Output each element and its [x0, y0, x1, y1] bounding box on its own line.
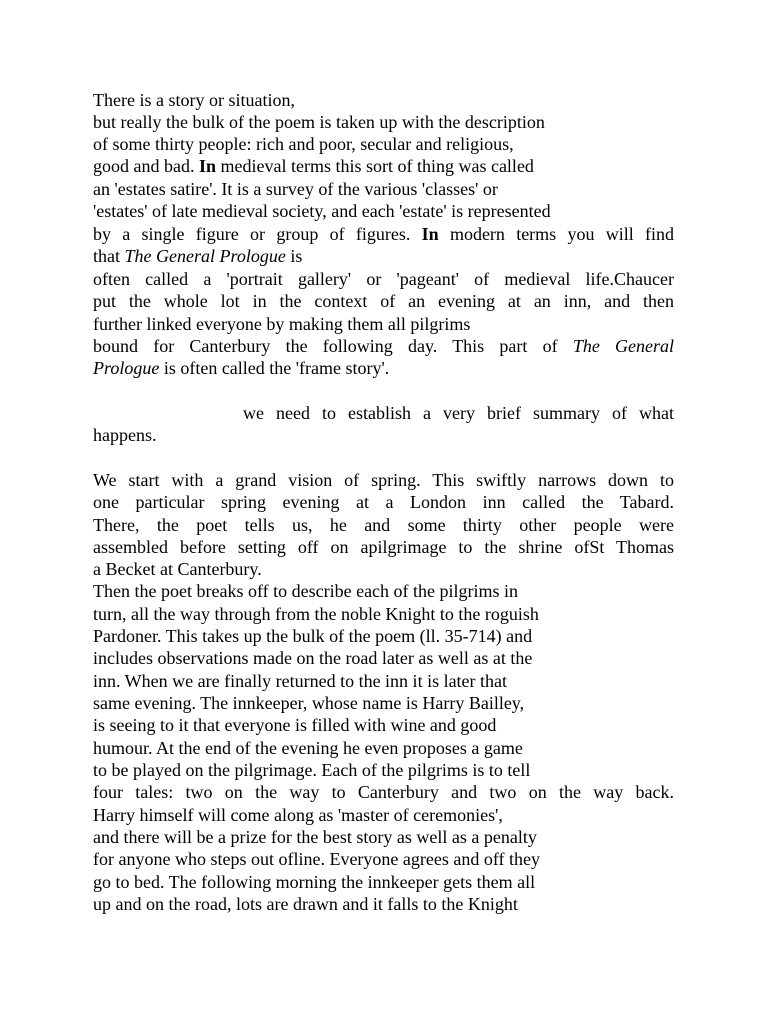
text-line — [93, 290, 674, 312]
text-span: of some thirty people: rich and poor, secular and religious, — [93, 134, 514, 154]
text-line — [93, 670, 507, 692]
text-span: is — [290, 246, 303, 266]
text-span: up and on the road, lots are drawn and it falls to the Knight — [93, 894, 518, 914]
text-line — [93, 871, 535, 893]
text-span: Then the poet breaks off to describe each of the pilgrims in — [93, 581, 519, 601]
text-span: includes observations made on the road later as well as at the — [93, 648, 533, 668]
text-line — [93, 469, 674, 491]
text-line — [93, 89, 295, 111]
text-line — [93, 111, 545, 133]
text-line — [93, 357, 389, 379]
text-span: same evening. The innkeeper, whose name is Harry Bailley, — [93, 693, 525, 713]
text-line — [93, 804, 503, 826]
text-line — [93, 268, 674, 290]
text-span: 'estates' of late medieval society, and each 'estate' is represented — [93, 201, 551, 221]
text-line — [93, 245, 302, 267]
text-span: go to bed. The following morning the innkeeper gets them all — [93, 872, 536, 892]
italic-title: Prologue — [93, 358, 160, 378]
text-span: is seeing to it that everyone is filled with wine and good — [93, 715, 497, 735]
text-line — [93, 714, 496, 736]
text-line — [93, 647, 532, 669]
text-span: turn, all the way through from the noble Knight to the roguish — [93, 604, 539, 624]
text-span: and there will be a prize for the best story as well as a penalty — [93, 827, 537, 847]
text-span: but really the bulk of the poem is taken up with the description — [93, 112, 545, 132]
text-line — [93, 603, 539, 625]
text-span: often called a 'portrait gallery' or 'pageant' of medieval life.Chaucer — [93, 269, 674, 289]
text-line — [93, 692, 524, 714]
text-line — [93, 893, 518, 915]
text-span: inn. When we are finally returned to the inn it is later that — [93, 671, 508, 691]
text-span: modern terms you will find — [449, 224, 675, 244]
text-span: medieval terms this sort of thing was called — [220, 156, 534, 176]
italic-title: The General Prologue — [124, 246, 286, 266]
text-line — [93, 200, 551, 222]
text-span: to be played on the pilgrimage. Each of the pilgrims is to tell — [93, 760, 531, 780]
text-span: one particular spring evening at a London inn called the Tabard. — [93, 492, 674, 512]
text-span: There is a story or situation, — [93, 90, 295, 110]
text-line — [93, 848, 540, 870]
bold-text: In — [421, 224, 439, 244]
text-line — [93, 155, 534, 177]
text-line — [93, 335, 674, 357]
text-span: bound for Canterbury the following day. This part of — [93, 336, 558, 356]
text-span: We start with a grand vision of spring. This swiftly narrows down to — [93, 470, 674, 490]
text-span: is often called the 'frame story'. — [163, 358, 390, 378]
text-line — [93, 313, 470, 335]
text-line — [93, 424, 156, 446]
text-line — [93, 514, 674, 536]
text-line — [93, 178, 498, 200]
text-line — [93, 737, 523, 759]
text-span: assembled before setting off on apilgrimage to the shrine ofSt Thomas — [93, 537, 674, 557]
text-span: four tales: two on the way to Canterbury and two on the way back. — [93, 782, 674, 802]
italic-title: The General — [572, 336, 675, 356]
text-span: Harry himself will come along as 'master of ceremonies', — [93, 805, 503, 825]
bold-text: In — [198, 156, 216, 176]
text-span: we need to establish a very brief summary of what — [243, 403, 674, 423]
text-span: good and bad. — [93, 156, 195, 176]
text-line — [93, 536, 674, 558]
text-line — [93, 133, 514, 155]
text-span: by a single figure or group of figures. — [93, 224, 411, 244]
text-line — [93, 223, 674, 245]
text-line — [93, 625, 532, 647]
text-line — [93, 491, 674, 513]
text-span: for anyone who steps out ofline. Everyone agrees and off they — [93, 849, 541, 869]
text-span: an 'estates satire'. It is a survey of the various 'classes' or — [93, 179, 498, 199]
text-span: There, the poet tells us, he and some thirty other people were — [93, 515, 674, 535]
text-span: further linked everyone by making them all pilgrims — [93, 314, 471, 334]
text-span: humour. At the end of the evening he even proposes a game — [93, 738, 523, 758]
text-line — [93, 759, 530, 781]
text-line — [243, 402, 674, 424]
text-span: that — [93, 246, 120, 266]
text-span: a Becket at Canterbury. — [93, 559, 262, 579]
text-line — [93, 558, 262, 580]
text-line — [93, 826, 537, 848]
text-span: happens. — [93, 425, 157, 445]
text-line — [93, 580, 518, 602]
text-span: put the whole lot in the context of an evening at an inn, and then — [93, 291, 674, 311]
text-span: Pardoner. This takes up the bulk of the poem (ll. 35-714) and — [93, 626, 533, 646]
text-line — [93, 781, 674, 803]
